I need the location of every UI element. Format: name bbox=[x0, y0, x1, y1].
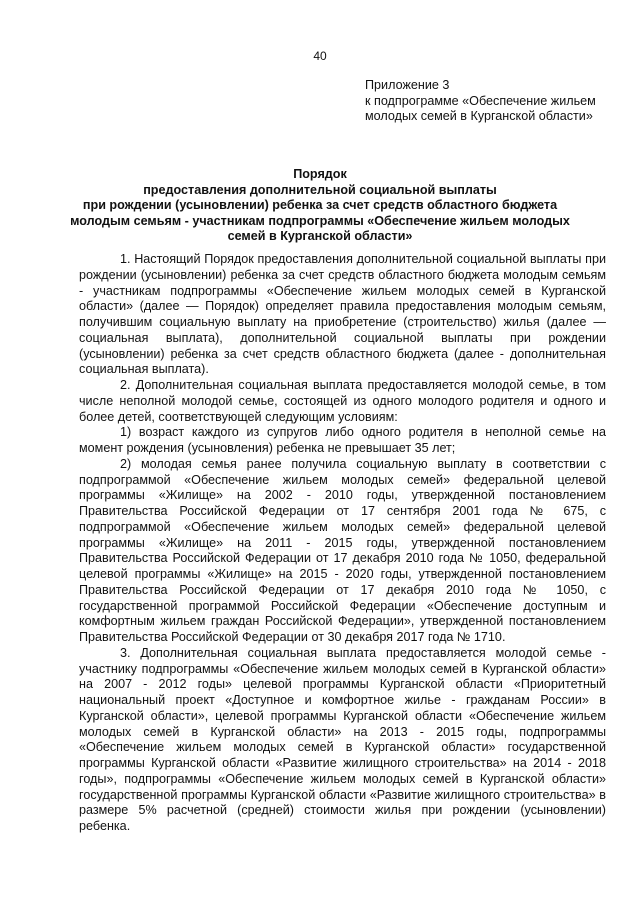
appendix-line: Приложение 3 bbox=[365, 78, 450, 92]
title-line: семей в Курганской области» bbox=[227, 229, 413, 244]
appendix-line: к подпрограмме «Обеспечение жильем bbox=[365, 93, 596, 108]
title-line: при рождении (усыновлении) ребенка за счет средств областного бюджета bbox=[82, 198, 558, 213]
paragraph-2-item-1: 1) возраст каждого из супругов либо одного родителя в неполной семье на момент рождения (усыновления) ребенка не превышает 35 лет; bbox=[79, 425, 606, 455]
page-number: 40 bbox=[313, 49, 327, 63]
paragraph-1: 1. Настоящий Порядок предоставления дополнительной социальной выплаты при рождении (усыновлении) ребенка за счет средств областного бюджета молодым семьям - участникам подпрограммы «Обеспечение жильем молодых семей в Курганской области» (далее — Порядок) определяет правила предоставления молодым семьям, получившим социальную выплату на приобретение (строительство) жилья (далее — социальная выплата), дополнительной социальной выплаты при рождении (усыновлении) ребенка за счет средств областного бюджета (далее - дополнительная социальная выплата). bbox=[79, 252, 606, 377]
appendix-line: молодых семей в Курганской области» bbox=[365, 109, 593, 123]
document-body bbox=[79, 252, 606, 835]
paragraph-2: 2. Дополнительная социальная выплата предоставляется молодой семье, в том числе неполной молодой семье, состоящей из одного молодого родителя и одного и более детей, соответствующей следующим условиям: bbox=[79, 378, 606, 424]
appendix-note bbox=[365, 78, 625, 125]
title-line: молодым семьям - участникам подпрограммы «Обеспечение жильем молодых bbox=[70, 213, 570, 228]
title-line: Порядок bbox=[293, 167, 347, 181]
document-title bbox=[60, 167, 580, 245]
paragraph-3: 3. Дополнительная социальная выплата предоставляется молодой семье - участнику подпрограммы «Обеспечение жильем молодых семей в Курганской области» на 2007 - 2012 годы» целевой программы Курганской области «Приоритетный национальный проект «Доступное и комфортное жилье - гражданам России» в Курганской области», целевой программы Курганской области «Обеспечение жильем молодых семей в Курганской области» на 2013 - 2015 годы, подпрограммы «Обеспечение жильем молодых семей в Курганской области» государственной программы Курганской области «Развитие жилищного строительства» на 2014 - 2018 годы», подпрограммы «Обеспечение жильем молодых семей в Курганской области» государственной программы Курганской области «Развитие жилищного строительства» в размере 5% расчетной (средней) стоимости жилья при рождении (усыновлении) ребенка. bbox=[79, 645, 606, 833]
paragraph-2-item-2: 2) молодая семья ранее получила социальную выплату в соответствии с подпрограммой «Обеспечение жильем молодых семей» федеральной целевой программы «Жилище» на 2002 - 2010 годы, утвержденной постановлением Правительства Российской Федерации от 17 сентября 2001 года № 675, с подпрограммой «Обеспечение жильем молодых семей» федеральной целевой программы «Жилище» на 2011 - 2015 годы, утвержденной постановлением Правительства Российской Федерации от 17 декабря 2010 года № 1050, федеральной целевой программы «Жилище» на 2015 - 2020 годы, утвержденной постановлением Правительства Российской Федерации от 17 декабря 2010 года № 1050, с государственной программой Российской Федерации «Обеспечение доступным и комфортным жильем граждан Российской Федерации», утвержденной постановлением Правительства Российской Федерации от 30 декабря 2017 года № 1710. bbox=[79, 456, 606, 644]
title-line: предоставления дополнительной социальной выплаты bbox=[143, 182, 497, 197]
